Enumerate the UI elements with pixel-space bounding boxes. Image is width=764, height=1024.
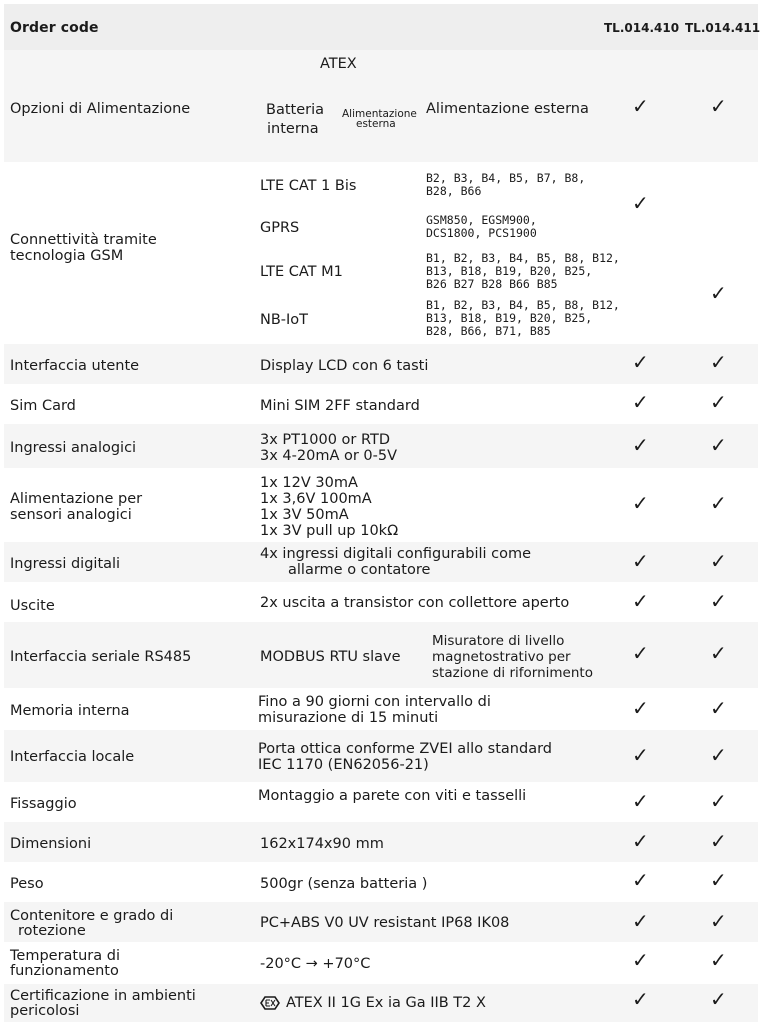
row-user-interface [4, 344, 758, 384]
divider [254, 294, 604, 295]
outputs-value: 2x uscita a transistor con collettore aperto [260, 595, 570, 611]
gsm-bands-lte-m1-1: B1, B2, B3, B4, B5, B8, B12, [426, 251, 620, 265]
outputs-label: Uscite [10, 598, 55, 614]
enclosure-label-2: rotezione [18, 923, 86, 939]
check-icon: ✓ [710, 743, 727, 767]
gsm-bands-nbiot-3: B28, B66, B71, B85 [426, 324, 551, 338]
cert-value: ATEX II 1G Ex ia Ga IIB T2 X [286, 995, 486, 1011]
order-code-1: TL.014.410 [604, 21, 680, 35]
gsm-bands-nbiot-1: B1, B2, B3, B4, B5, B8, B12, [426, 298, 620, 312]
digital-in-value-1: 4x ingressi digitali configurabili come [260, 546, 532, 562]
temp-label-1: Temperatura di [10, 948, 120, 964]
sensor-power-value-3: 1x 3V 50mA [260, 507, 349, 523]
gsm-tech-nbiot: NB-IoT [260, 312, 309, 328]
ui-label: Interfaccia utente [10, 358, 140, 374]
sensor-power-label-2: sensori analogici [10, 507, 132, 523]
check-icon: ✓ [632, 789, 649, 813]
power-ext-small-line1: Alimentazione [342, 108, 417, 120]
enclosure-label-1: Contenitore e grado di [10, 908, 174, 924]
enclosure-value: PC+ABS V0 UV resistant IP68 IK08 [260, 915, 510, 931]
check-icon: ✓ [710, 433, 727, 457]
check-icon: ✓ [632, 909, 649, 933]
sim-label: Sim Card [10, 398, 76, 414]
check-icon: ✓ [710, 641, 727, 665]
memory-value-2: misurazione di 15 minuti [258, 710, 439, 726]
gsm-label-line2: tecnologia GSM [10, 248, 124, 264]
row-outputs [4, 583, 758, 621]
power-battery-line2: interna [267, 121, 319, 137]
gsm-bands-gprs-2: DCS1800, PCS1900 [426, 226, 537, 240]
cert-label-2: pericolosi [10, 1003, 80, 1019]
rs485-note-2: magnetostrativo per [432, 649, 571, 665]
check-icon: ✓ [632, 350, 649, 374]
row-dimensions [4, 822, 758, 862]
check-icon: ✓ [632, 641, 649, 665]
check-icon: ✓ [632, 549, 649, 573]
check-icon: ✓ [710, 868, 727, 892]
check-icon: ✓ [632, 94, 649, 118]
check-icon: ✓ [632, 433, 649, 457]
local-value-1: Porta ottica conforme ZVEI allo standard [258, 741, 552, 757]
row-weight [4, 863, 758, 901]
check-icon: ✓ [710, 390, 727, 414]
check-icon: ✓ [710, 549, 727, 573]
gsm-bands-lte-m1-3: B26 B27 B28 B66 B85 [426, 277, 558, 291]
order-code-title: Order code [10, 20, 99, 36]
rs485-value: MODBUS RTU slave [260, 649, 401, 665]
row-analog-inputs [4, 424, 758, 468]
check-icon: ✓ [632, 987, 649, 1011]
gsm-bands-nbiot-2: B13, B18, B19, B20, B25, [426, 311, 593, 325]
sim-value: Mini SIM 2FF standard [260, 398, 420, 414]
analog-in-value-1: 3x PT1000 or RTD [260, 432, 391, 448]
power-ext-small-line2: esterna [356, 118, 396, 130]
check-icon: ✓ [710, 829, 727, 853]
sensor-power-label-1: Alimentazione per [10, 491, 143, 507]
check-icon: ✓ [632, 829, 649, 853]
check-icon: ✓ [632, 948, 649, 972]
check-icon: ✓ [710, 589, 727, 613]
power-atex-heading: ATEX [320, 56, 357, 72]
analog-in-value-2: 3x 4-20mA or 0-5V [260, 448, 398, 464]
check-icon: ✓ [710, 94, 727, 118]
local-label: Interfaccia locale [10, 749, 135, 765]
check-icon: ✓ [710, 789, 727, 813]
digital-in-label: Ingressi digitali [10, 556, 121, 572]
check-icon: ✓ [710, 987, 727, 1011]
gsm-tech-lte-m1: LTE CAT M1 [260, 264, 343, 280]
row-sim-card [4, 385, 758, 423]
row-power-options [4, 50, 758, 162]
check-icon: ✓ [710, 909, 727, 933]
gsm-bands-lte-cat1-2: B28, B66 [426, 184, 482, 198]
row-enclosure [4, 902, 758, 942]
memory-value-1: Fino a 90 giorni con intervallo di [258, 694, 491, 710]
check-icon: ✓ [710, 948, 727, 972]
order-code-2: TL.014.411 [685, 21, 761, 35]
local-value-2: IEC 1170 (EN62056-21) [258, 757, 429, 773]
table-header [4, 4, 761, 50]
row-gsm [4, 163, 758, 343]
gsm-tech-lte-cat1: LTE CAT 1 Bis [260, 178, 357, 194]
mount-value: Montaggio a parete con viti e tasselli [258, 788, 527, 804]
row-memory [4, 689, 758, 729]
check-icon: ✓ [710, 696, 727, 720]
check-icon: ✓ [632, 589, 649, 613]
check-icon: ✓ [710, 350, 727, 374]
divider [254, 203, 604, 204]
rs485-note-1: Misuratore di livello [432, 633, 565, 649]
memory-label: Memoria interna [10, 703, 130, 719]
power-battery-line1: Batteria [266, 102, 324, 118]
check-icon: ✓ [632, 696, 649, 720]
gsm-label-line1: Connettività tramite [10, 232, 157, 248]
check-icon: ✓ [632, 390, 649, 414]
analog-in-label: Ingressi analogici [10, 440, 137, 456]
temp-value: -20°C → +70°C [260, 956, 371, 972]
check-icon: ✓ [632, 743, 649, 767]
sensor-power-value-4: 1x 3V pull up 10kΩ [260, 523, 399, 539]
check-icon: ✓ [710, 491, 727, 515]
dims-value: 162x174x90 mm [260, 836, 384, 852]
ex-hexagon-icon [260, 996, 280, 1010]
row-rs485 [4, 622, 758, 688]
dims-label: Dimensioni [10, 836, 92, 852]
power-label: Opzioni di Alimentazione [10, 101, 191, 117]
check-icon: ✓ [632, 491, 649, 515]
ui-value: Display LCD con 6 tasti [260, 358, 429, 374]
row-temperature [4, 943, 758, 983]
row-local-interface [4, 730, 758, 782]
digital-in-value-2: allarme o contatore [288, 562, 431, 578]
gsm-tech-gprs: GPRS [260, 220, 300, 236]
power-external: Alimentazione esterna [426, 101, 589, 117]
row-certification [4, 984, 758, 1022]
rs485-label: Interfaccia seriale RS485 [10, 649, 192, 665]
row-mounting [4, 783, 758, 821]
cert-label-1: Certificazione in ambienti [10, 988, 196, 1004]
weight-value: 500gr (senza batteria ) [260, 876, 428, 892]
gsm-bands-gprs-1: GSM850, EGSM900, [426, 213, 537, 227]
check-icon: ✓ [710, 281, 727, 305]
check-icon: ✓ [632, 191, 649, 215]
mount-label: Fissaggio [10, 796, 77, 812]
temp-label-2: funzionamento [10, 963, 119, 979]
rs485-note-3: stazione di rifornimento [432, 665, 593, 681]
cert-value-wrap [260, 995, 486, 1011]
row-sensor-power [4, 469, 758, 541]
divider [254, 245, 604, 246]
sensor-power-value-1: 1x 12V 30mA [260, 475, 358, 491]
gsm-bands-lte-m1-2: B13, B18, B19, B20, B25, [426, 264, 593, 278]
check-icon: ✓ [632, 868, 649, 892]
weight-label: Peso [10, 876, 44, 892]
sensor-power-value-2: 1x 3,6V 100mA [260, 491, 372, 507]
gsm-bands-lte-cat1-1: B2, B3, B4, B5, B7, B8, [426, 171, 586, 185]
row-digital-inputs [4, 542, 758, 582]
